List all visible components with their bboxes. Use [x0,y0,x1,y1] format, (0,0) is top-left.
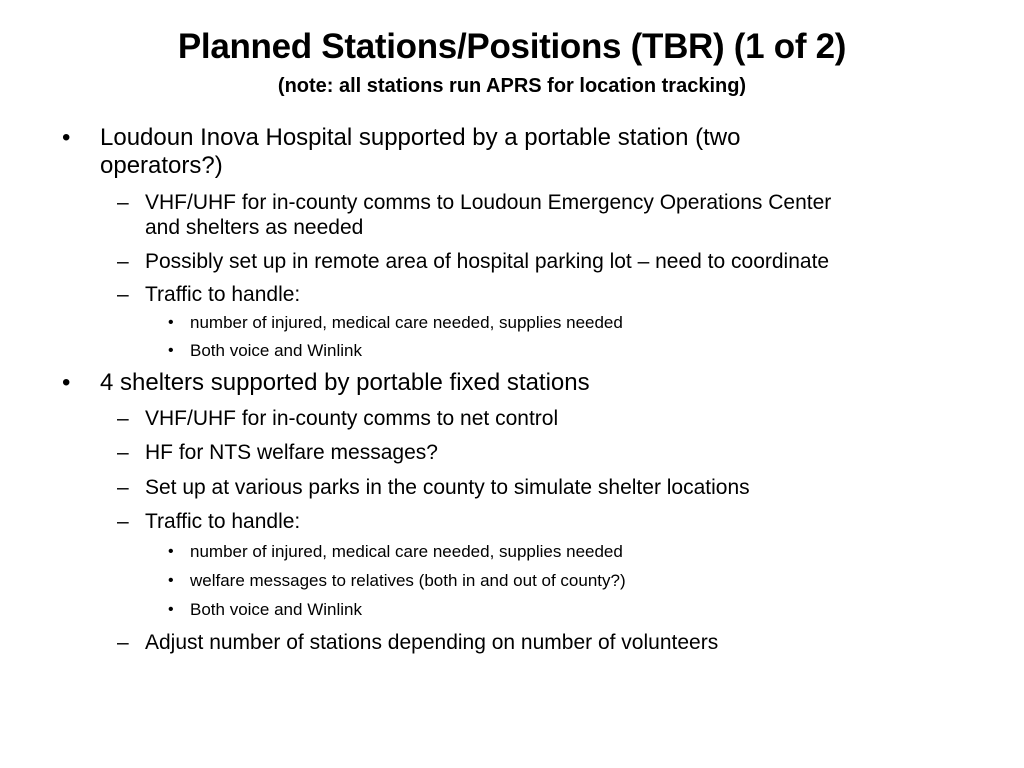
bullet-icon: • [168,543,174,560]
bullet-icon: • [168,572,174,589]
list-item-level3: number of injured, medical care needed, supplies needed [190,313,623,332]
list-item-level1 [100,124,740,180]
dash-icon: – [117,191,129,214]
slide-title: Planned Stations/Positions (TBR) (1 of 2) [177,27,847,66]
slide-subtitle: (note: all stations run APRS for location tracking) [277,75,747,97]
dash-icon: – [117,631,129,654]
dash-icon: – [117,441,129,464]
list-item-text: VHF/UHF for in-county comms to Loudoun Emergency Operations Center [145,191,832,214]
list-item-level2: Set up at various parks in the county to simulate shelter locations [145,476,750,499]
list-item-level2: Traffic to handle: [145,510,301,533]
list-item-level2: Adjust number of stations depending on number of volunteers [145,631,719,654]
dash-icon: – [117,407,129,430]
dash-icon: – [117,510,129,533]
bullet-icon: • [62,369,71,396]
list-item-level2: Possibly set up in remote area of hospital parking lot – need to coordinate [145,250,830,273]
dash-icon: – [117,283,129,306]
list-item-level2: HF for NTS welfare messages? [145,441,438,464]
bullet-icon: • [62,124,71,151]
list-item-level1: 4 shelters supported by portable fixed stations [100,369,590,396]
bullet-icon: • [168,342,174,359]
bullet-icon: • [168,314,174,331]
list-item-level3: Both voice and Winlink [190,341,362,360]
list-item-level2 [145,190,831,240]
list-item-text: and shelters as needed [145,216,364,239]
list-item-text: Loudoun Inova Hospital supported by a portable station (two [100,124,741,151]
list-item-level3: welfare messages to relatives (both in and out of county?) [190,571,626,590]
dash-icon: – [117,250,129,273]
list-item-level3: number of injured, medical care needed, supplies needed [190,542,623,561]
dash-icon: – [117,476,129,499]
list-item-text: operators?) [100,152,223,179]
list-item-level2: Traffic to handle: [145,283,301,306]
bullet-icon: • [168,601,174,618]
list-item-level2: VHF/UHF for in-county comms to net control [145,407,559,430]
list-item-level3: Both voice and Winlink [190,600,362,619]
